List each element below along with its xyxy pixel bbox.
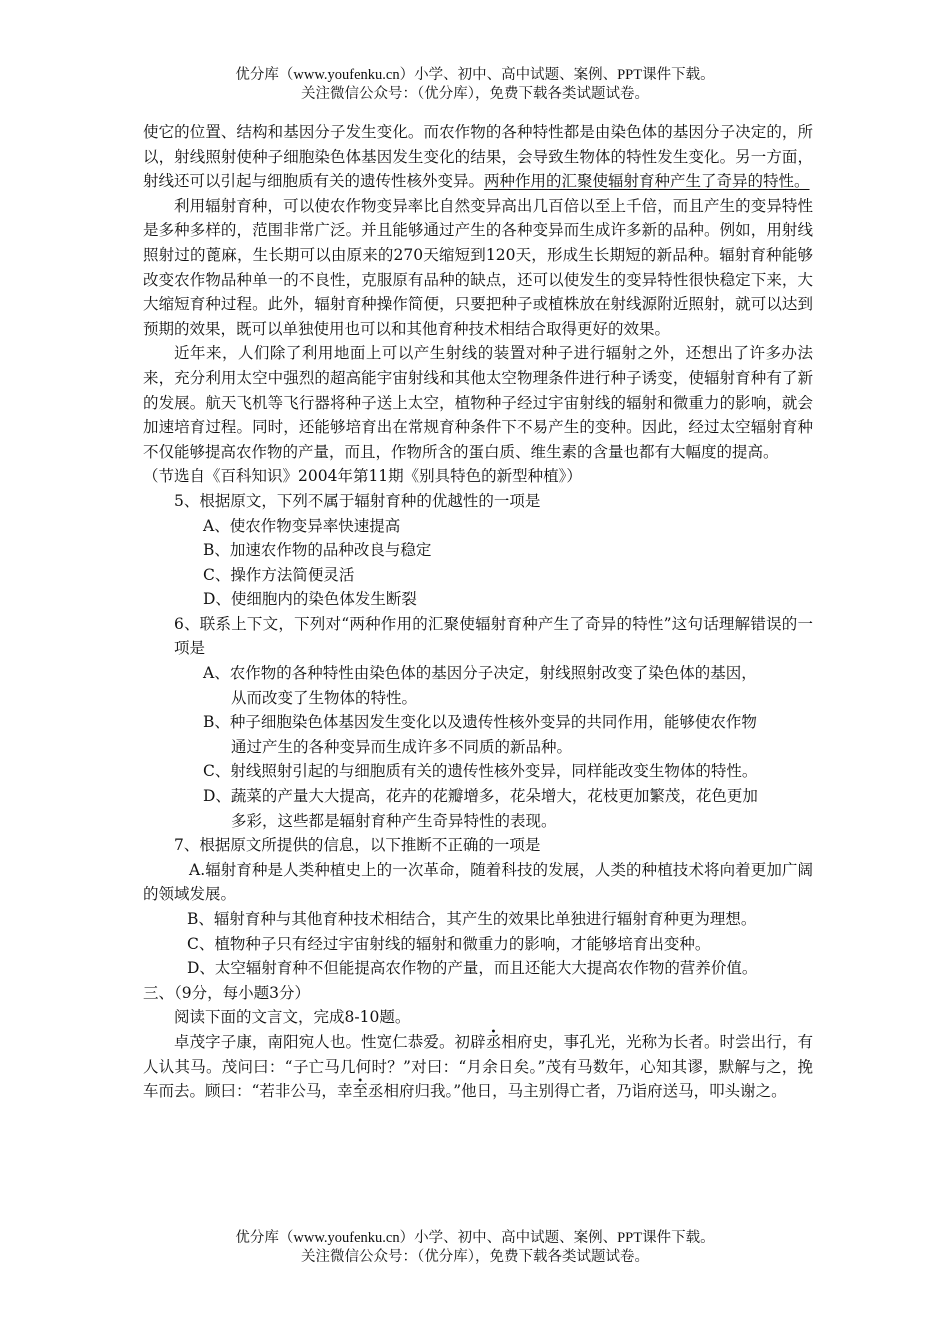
question-5-option-d: D、使细胞内的染色体发生断裂 [203,590,417,609]
passage-paragraph-1: 使它的位置、结构和基因分子发生变化。而农作物的各种特性都是由染色体的基因分子决定的，所以，射线照射使种子细胞染色体基因发生变化的结果，会导致生物体的特性发生变化。另一方面，射线还可以引起与细胞质有关的遗传性核外变异。两种作用的汇聚使辐射育种产生了奇异的特性。 [143,123,813,191]
question-7-option-b: B、辐射育种与其他育种技术相结合，其产生的效果比单独进行辐射育种更为理想。 [187,910,757,928]
header-line-1: 优分库（www.youfenku.cn）小学、初中、高中试题、案例、PPT课件下载。 [235,67,715,83]
document-body [143,120,813,1104]
page-footer [0,1229,950,1267]
footer-line-2: 关注微信公众号：（优分库），免费下载各类试题试卷。 [301,1249,649,1265]
question-7-option-a: A.辐射育种是人类种植史上的一次革命，随着科技的发展，人类的种植技术将向着更加广阔的领域发展。 [143,860,813,904]
question-5-stem: 5、根据原文，下列不属于辐射育种的优越性的一项是 [174,491,541,510]
section-3-instruction: 阅读下面的文言文，完成8-10题。 [174,1008,411,1027]
page-header [0,66,950,104]
question-6-option-a-line2: 从而改变了生物体的特性。 [231,688,418,707]
emphasis-dot-char: 幸 [336,1082,353,1101]
footer-line-1: 优分库（www.youfenku.cn）小学、初中、高中试题、案例、PPT课件下载。 [235,1230,715,1246]
question-6-stem: 6、联系上下文，下列对“两种作用的汇聚使辐射育种产生了奇异的特性”这句话理解错误的一项是 [174,614,813,658]
emphasis-dot-char: 辟 [470,1032,486,1051]
question-7-option-c: C、植物种子只有经过宇宙射线的辐射和微重力的影响，才能够培育出变种。 [187,934,711,953]
question-7-option-d: D、太空辐射育种不但能提高农作物的产量，而且还能大大提高农作物的营养价值。 [187,959,758,978]
question-6-option-c: C、射线照射引起的与细胞质有关的遗传性核外变异，同样能改变生物体的特性。 [203,762,758,781]
question-6-option-b-line2: 通过产生的各种变异而生成许多不同质的新品种。 [231,737,573,756]
question-5-option-a: A、使农作物变异率快速提高 [203,516,401,535]
question-6-option-d-line2: 多彩，这些都是辐射育种产生奇异特性的表现。 [231,811,557,830]
question-5-option-c: C、操作方法简便灵活 [203,565,355,584]
underlined-sentence: 两种作用的汇聚使辐射育种产生了奇异的特性。 [484,172,810,191]
question-6-option-a-line1: A、农作物的各种特性由染色体的基因分子决定，射线照射改变了染色体的基因， [203,664,757,683]
header-line-2: 关注微信公众号：（优分库），免费下载各类试题试卷。 [301,86,649,102]
passage-paragraph-2: 利用辐射育种，可以使农作物变异率比自然变异高出几百倍以至上千倍，而且产生的变异特性是多种多样的，范围非常广泛。并且能够通过产生的各种变异而生成许多新的品种。例如，用射线照射过的蓖麻，生长期可以由原来的270天缩短到120天，形成生长期短的新品种。辐射育种能够改变农作物品种单一的不良性，克服原有品种的缺点，还可以使发生的变异特性很快稳定下来，大大缩短育种过程。此外，辐射育种操作简便，只要把种子或植株放在射线源附近照射，就可以达到预期的效果，既可以单独使用也可以和其他育种技术相结合取得更好的效果。 [143,196,813,338]
question-6-option-b-line1: B、种子细胞染色体基因发生变化以及遗传性核外变异的共同作用，能够使农作物 [203,713,757,732]
passage-paragraph-3: 近年来，人们除了利用地面上可以产生射线的装置对种子进行辐射之外，还想出了许多办法来，充分利用太空中强烈的超高能宇宙射线和其他太空物理条件进行种子诱变，使辐射育种有了新的发展。航天飞机等飞行器将种子送上太空，植物种子经过宇宙射线的辐射和微重力的影响，就会加速培育过程。同时，还能够培育出在常规育种条件下不易产生的变种。因此，经过太空辐射育种不仅能够提高农作物的产量，而且，作物所含的蛋白质、维生素的含量也都有大幅度的提高。 [143,344,813,461]
question-7-stem: 7、根据原文所提供的信息，以下推断不正确的一项是 [174,836,541,855]
question-5-option-b: B、加速农作物的品种改良与稳定 [203,541,432,560]
question-6-option-d-line1: D、蔬菜的产量大大提高，花卉的花瓣增多，花朵增大，花枝更加繁茂，花色更加 [203,787,758,806]
passage-source: （节选自《百科知识》2004年第11期《别具特色的新型种植》） [143,467,582,486]
classical-chinese-passage: 卓茂字子康，南阳宛人也。性宽仁恭爱。初辟丞相府史，事孔光，光称为长者。时尝出行，有人认其马。茂问曰：“子亡马几何时？”对曰：“月余日矣。”茂有马数年，心知其谬，默解与之，挽车而去。顾曰：“若非公马，幸至丞相府归我。”他日，马主别得亡者，乃诣府送马，叩头谢之。 [143,1032,813,1101]
section-3-title: 三、（9分，每小题3分） [143,983,310,1002]
